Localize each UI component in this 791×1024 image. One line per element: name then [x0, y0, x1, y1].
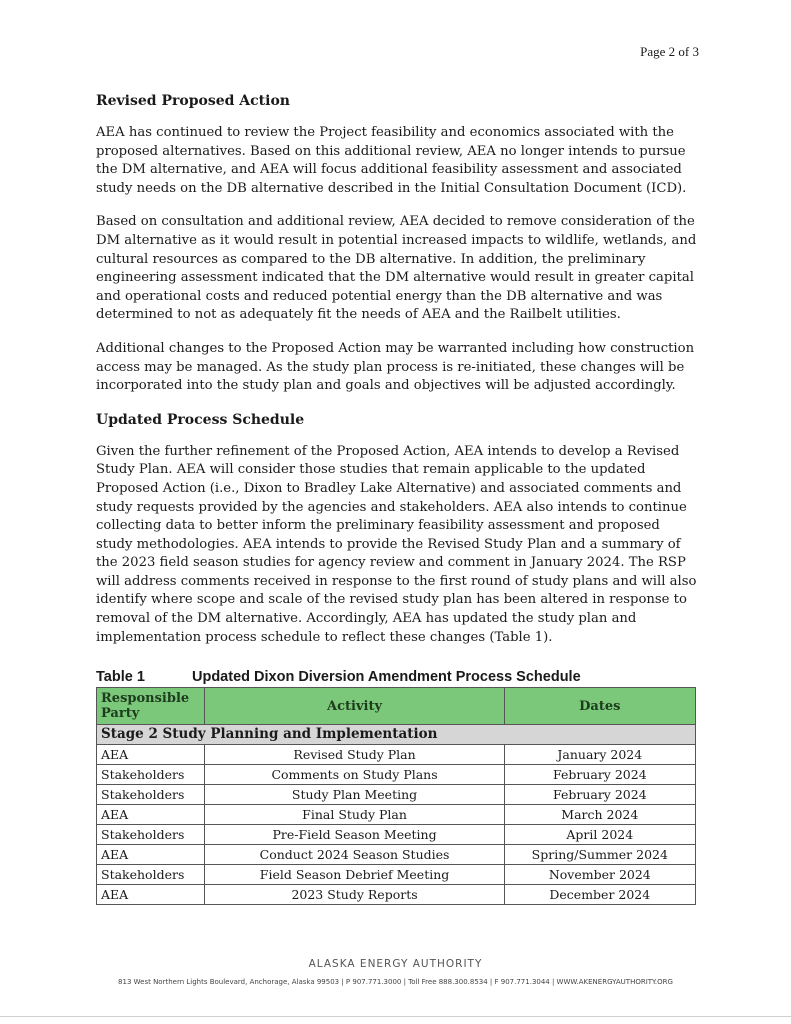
stage-row — [97, 725, 696, 745]
table-row — [97, 785, 696, 805]
table-header-row — [97, 688, 696, 725]
paragraph: Given the further refinement of the Proposed Action, AEA intends to develop a Revised Study Plan. AEA will consider those studies that remain applicable to the updated Proposed Action (i.e., Dixon to Bradley Lake Alternative) and associated comments and study requests provided by the agencies and stakeholders. AEA also intends to continue collecting data to better inform the preliminary feasibility assessment and proposed study methodologies. AEA intends to provide the Revised Study Plan and a summary of the 2023 field season studies for agency review and comment in January 2024. The RSP will address comments received in response to the first round of study plans and will also identify where scope and scale of the revised study plan has been altered in response to removal of the DM alternative. Accordingly, AEA has updated the study plan and implementation process schedule to reflect these changes (Table 1). — [96, 443, 697, 645]
schedule-table — [96, 687, 696, 905]
table-row — [97, 825, 696, 845]
table-caption-title: Updated Dixon Diversion Amendment Process Schedule — [192, 669, 581, 686]
section-heading-revised-proposed-action: Revised Proposed Action — [96, 93, 290, 109]
cell-activity: Study Plan Meeting — [205, 785, 504, 805]
cell-activity: Final Study Plan — [205, 805, 504, 825]
table-row — [97, 845, 696, 865]
cell-dates: February 2024 — [504, 785, 695, 805]
cell-party: AEA — [97, 845, 205, 865]
cell-activity: Revised Study Plan — [205, 745, 504, 765]
cell-dates: March 2024 — [504, 805, 695, 825]
column-header-dates: Dates — [504, 688, 695, 725]
paragraph: AEA has continued to review the Project feasibility and economics associated with the proposed alternatives. Based on this additional review, AEA no longer intends to pursue the DM alternative, and AEA will focus additional feasibility assessment and associated study needs on the DB alternative described in the Initial Consultation Document (ICD). — [96, 125, 687, 196]
section-heading-updated-process-schedule: Updated Process Schedule — [96, 411, 305, 428]
cell-dates: November 2024 — [504, 865, 695, 885]
cell-dates: April 2024 — [504, 825, 695, 845]
table-row — [97, 745, 696, 765]
cell-party: Stakeholders — [97, 865, 205, 885]
column-header-party: Responsible Party — [97, 688, 205, 725]
footer-divider — [0, 1016, 791, 1017]
table-row — [97, 765, 696, 785]
page-content — [96, 92, 700, 905]
table-row — [97, 865, 696, 885]
cell-activity: Conduct 2024 Season Studies — [205, 845, 504, 865]
table-caption-number: Table 1 — [96, 669, 145, 686]
cell-party: AEA — [97, 885, 205, 905]
cell-activity: Comments on Study Plans — [205, 765, 504, 785]
cell-activity: Field Season Debrief Meeting — [205, 865, 504, 885]
cell-party: Stakeholders — [97, 765, 205, 785]
cell-party: Stakeholders — [97, 825, 205, 845]
stage-label: Stage 2 Study Planning and Implementation — [97, 725, 696, 745]
footer-address: 813 West Northern Lights Boulevard, Anchorage, Alaska 99503 | P 907.771.3000 | Toll Free 888.300.8534 | F 907.771.3044 | WWW.AKENERGYAUTHORITY.ORG — [118, 978, 673, 986]
paragraph: Based on consultation and additional review, AEA decided to remove consideration of the DM alternative as it would result in potential increased impacts to wildlife, wetlands, and cultural resources as compared to the DB alternative. In addition, the preliminary engineering assessment indicated that the DM alternative would result in greater capital and operational costs and reduced potential energy than the DB alternative and was determined to not as adequately fit the needs of AEA and the Railbelt utilities. — [96, 214, 697, 323]
page-number: Page 2 of 3 — [640, 44, 699, 59]
table-caption — [96, 669, 700, 685]
cell-dates: Spring/Summer 2024 — [504, 845, 695, 865]
column-header-activity: Activity — [205, 688, 504, 725]
cell-activity: 2023 Study Reports — [205, 885, 504, 905]
cell-party: Stakeholders — [97, 785, 205, 805]
cell-activity: Pre-Field Season Meeting — [205, 825, 504, 845]
paragraph: Additional changes to the Proposed Action may be warranted including how construction access may be managed. As the study plan process is re-initiated, these changes will be incorporated into the study plan and goals and objectives will be adjusted accordingly. — [96, 340, 695, 394]
cell-dates: January 2024 — [504, 745, 695, 765]
cell-party: AEA — [97, 745, 205, 765]
cell-dates: February 2024 — [504, 765, 695, 785]
cell-dates: December 2024 — [504, 885, 695, 905]
cell-party: AEA — [97, 805, 205, 825]
table-row — [97, 805, 696, 825]
footer-organization: ALASKA ENERGY AUTHORITY — [308, 958, 483, 970]
table-row — [97, 885, 696, 905]
